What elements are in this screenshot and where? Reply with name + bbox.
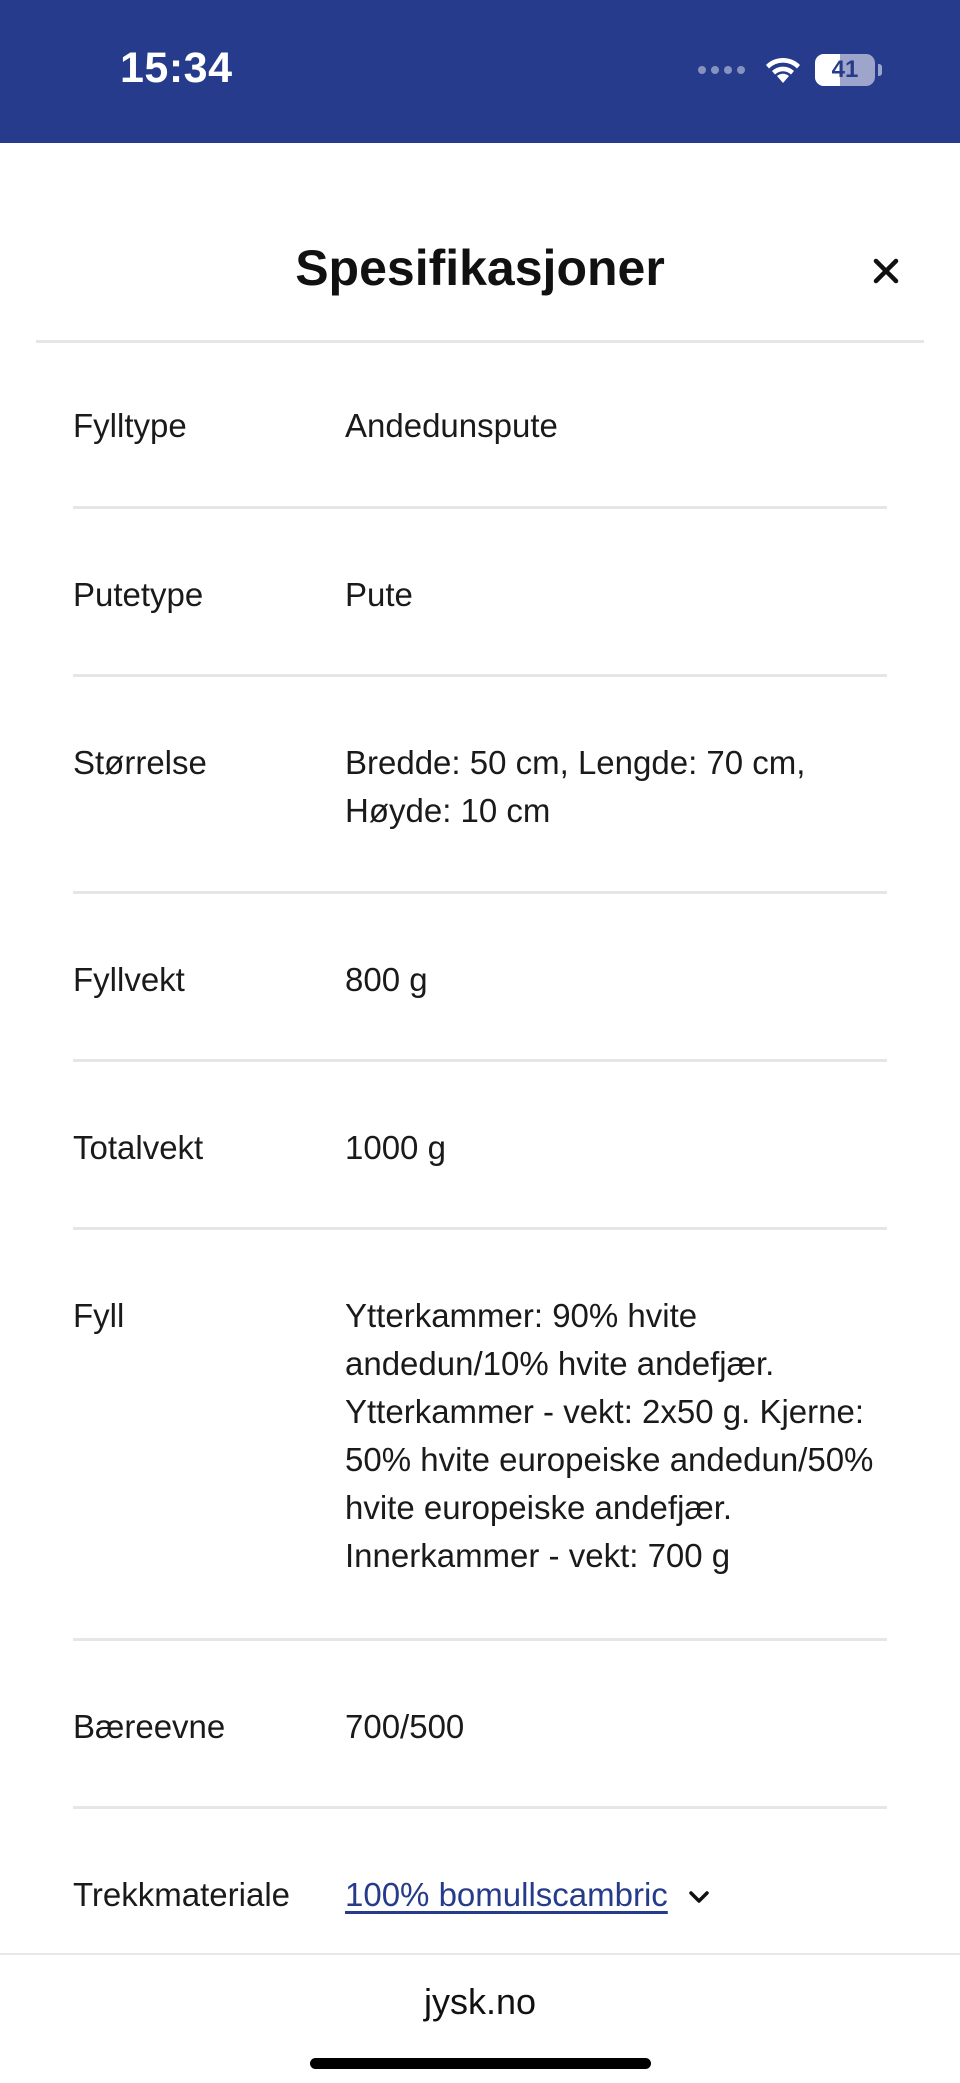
status-bar — [0, 0, 960, 143]
url-bar[interactable]: jysk.no — [423, 1981, 537, 2022]
spec-row-trekkmateriale — [73, 1809, 887, 1929]
close-icon[interactable] — [870, 255, 902, 287]
sheet-header — [36, 143, 924, 343]
spec-value-container — [345, 1871, 885, 1919]
spec-value: 700/500 — [345, 1708, 465, 1745]
spec-label: Fyll — [73, 1297, 125, 1334]
spec-row-totalvekt — [73, 1062, 887, 1230]
spec-row-baereevne — [73, 1641, 887, 1809]
status-time: 15:34 — [120, 44, 233, 92]
spec-value: 800 g — [345, 961, 428, 998]
spec-label: Bæreevne — [73, 1708, 226, 1745]
spec-label: Fyllvekt — [73, 961, 185, 998]
spec-value: Bredde: 50 cm, Lengde: 70 cm, Høyde: 10 cm — [345, 744, 806, 829]
spec-row-fyllvekt — [73, 894, 887, 1062]
spec-value: Andedunspute — [345, 407, 558, 444]
spec-row-putetype — [73, 509, 887, 677]
spec-row-storrelse — [73, 677, 887, 894]
spec-value: 1000 g — [345, 1129, 446, 1166]
spec-value: Pute — [345, 576, 413, 613]
spec-value: Ytterkammer: 90% hvite andedun/10% hvite andefjær. Ytterkammer - vekt: 2x50 g. Kjerne: 50% hvite europeiske andedun/50% hvite europeiske andefjær. Innerkammer - vekt: 700 g — [345, 1297, 874, 1574]
sheet-title: Spesifikasjoner — [295, 240, 665, 296]
spec-label: Totalvekt — [73, 1129, 204, 1166]
status-icons — [698, 50, 882, 90]
spec-row-fylltype — [73, 340, 887, 509]
browser-bottom-bar — [0, 1953, 960, 2083]
spec-label: Størrelse — [73, 744, 207, 781]
spec-label: Putetype — [73, 576, 204, 613]
spec-label: Trekkmateriale — [73, 1876, 290, 1913]
wifi-icon — [763, 55, 803, 85]
trekkmateriale-link[interactable]: 100% bomullscambric — [345, 1876, 668, 1913]
battery-icon — [815, 54, 882, 86]
spec-label: Fylltype — [73, 407, 187, 444]
cellular-signal-icon — [698, 66, 745, 74]
spec-list — [73, 340, 887, 1929]
chevron-down-icon[interactable] — [686, 1884, 712, 1910]
battery-level: 41 — [831, 56, 859, 83]
spec-row-fyll — [73, 1230, 887, 1641]
home-indicator[interactable] — [310, 2058, 651, 2069]
